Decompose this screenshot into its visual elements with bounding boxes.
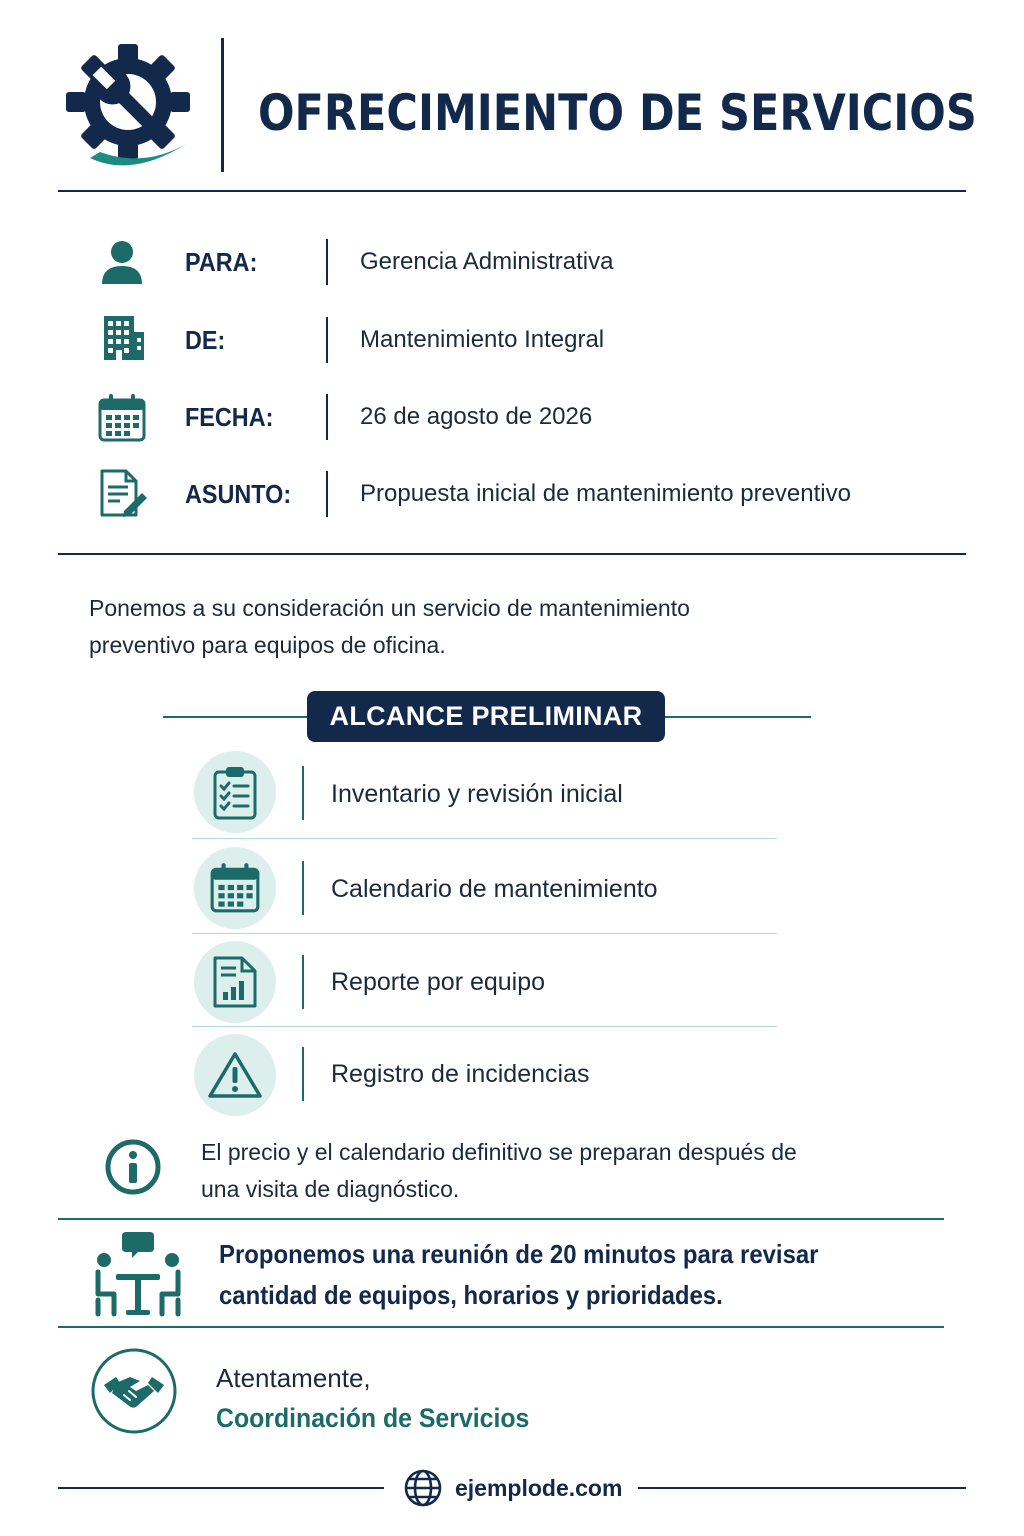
meeting-icon: [90, 1230, 186, 1318]
memo-label-de: DE:: [185, 325, 226, 355]
scope-separator: [302, 766, 304, 820]
note-text: El precio y el calendario definitivo se preparan después de una visita de diagnóstico.: [201, 1139, 797, 1202]
memo-label-para: PARA:: [185, 247, 258, 277]
memo-separator: [326, 239, 328, 285]
calendar-icon: [96, 392, 148, 444]
intro-paragraph: Ponemos a su consideración un servicio de mantenimiento preventivo para equipos de oficina.: [89, 595, 690, 658]
globe-icon: [403, 1468, 443, 1508]
scope-separator: [302, 1047, 304, 1101]
footer-rule-left: [58, 1487, 384, 1489]
building-icon: [96, 312, 148, 364]
scope-item-inventario: Inventario y revisión inicial: [331, 780, 623, 808]
memo-separator: [326, 394, 328, 440]
header-divider: [221, 38, 224, 172]
meeting-rule-bottom: [58, 1326, 944, 1328]
meeting-rule-top: [58, 1218, 944, 1220]
checklist-icon: [209, 764, 261, 820]
scope-heading: ALCANCE PRELIMINAR: [307, 691, 665, 742]
memo-rule: [58, 553, 966, 555]
scope-separator: [302, 955, 304, 1009]
scope-rule: [192, 1026, 777, 1027]
memo-label-asunto: ASUNTO:: [185, 479, 292, 509]
meeting-proposal-text: Proponemos una reunión de 20 minutos para revisar cantidad de equipos, horarios y prioridades.: [219, 1239, 819, 1310]
page-title: OFRECIMIENTO DE SERVICIOS: [258, 84, 977, 142]
memo-value-asunto: Propuesta inicial de mantenimiento preventivo: [360, 480, 851, 507]
memo-value-fecha: 26 de agosto de 2026: [360, 403, 593, 430]
report-chart-icon: [210, 954, 260, 1010]
user-icon: [96, 236, 148, 288]
scope-item-reporte: Reporte por equipo: [331, 968, 546, 996]
scope-separator: [302, 861, 304, 915]
closing-signature: Coordinación de Servicios: [216, 1403, 530, 1433]
scope-badge: [194, 751, 276, 833]
memo-separator: [326, 317, 328, 363]
closing-salutation: Atentamente,: [216, 1363, 371, 1393]
warning-icon: [207, 1050, 263, 1100]
scope-item-calendario: Calendario de mantenimiento: [331, 875, 658, 903]
info-icon: [103, 1137, 163, 1197]
scope-rule: [192, 933, 777, 934]
calendar-icon: [208, 861, 262, 915]
scope-badge: [194, 847, 276, 929]
scope-badge: [194, 941, 276, 1023]
footer-website-link[interactable]: ejemplode.com: [455, 1475, 623, 1501]
scope-rule: [192, 838, 777, 839]
header-rule: [58, 190, 966, 192]
memo-separator: [326, 471, 328, 517]
handshake-icon: [90, 1347, 178, 1435]
footer-rule-right: [638, 1487, 966, 1489]
scope-line-left: [163, 716, 309, 718]
memo-value-para: Gerencia Administrativa: [360, 248, 614, 275]
scope-line-right: [663, 716, 811, 718]
document-edit-icon: [96, 467, 148, 519]
scope-item-registro: Registro de incidencias: [331, 1060, 590, 1088]
memo-value-de: Mantenimiento Integral: [360, 326, 605, 353]
memo-label-fecha: FECHA:: [185, 402, 274, 432]
scope-badge: [194, 1034, 276, 1116]
gear-wrench-icon: [60, 40, 196, 176]
